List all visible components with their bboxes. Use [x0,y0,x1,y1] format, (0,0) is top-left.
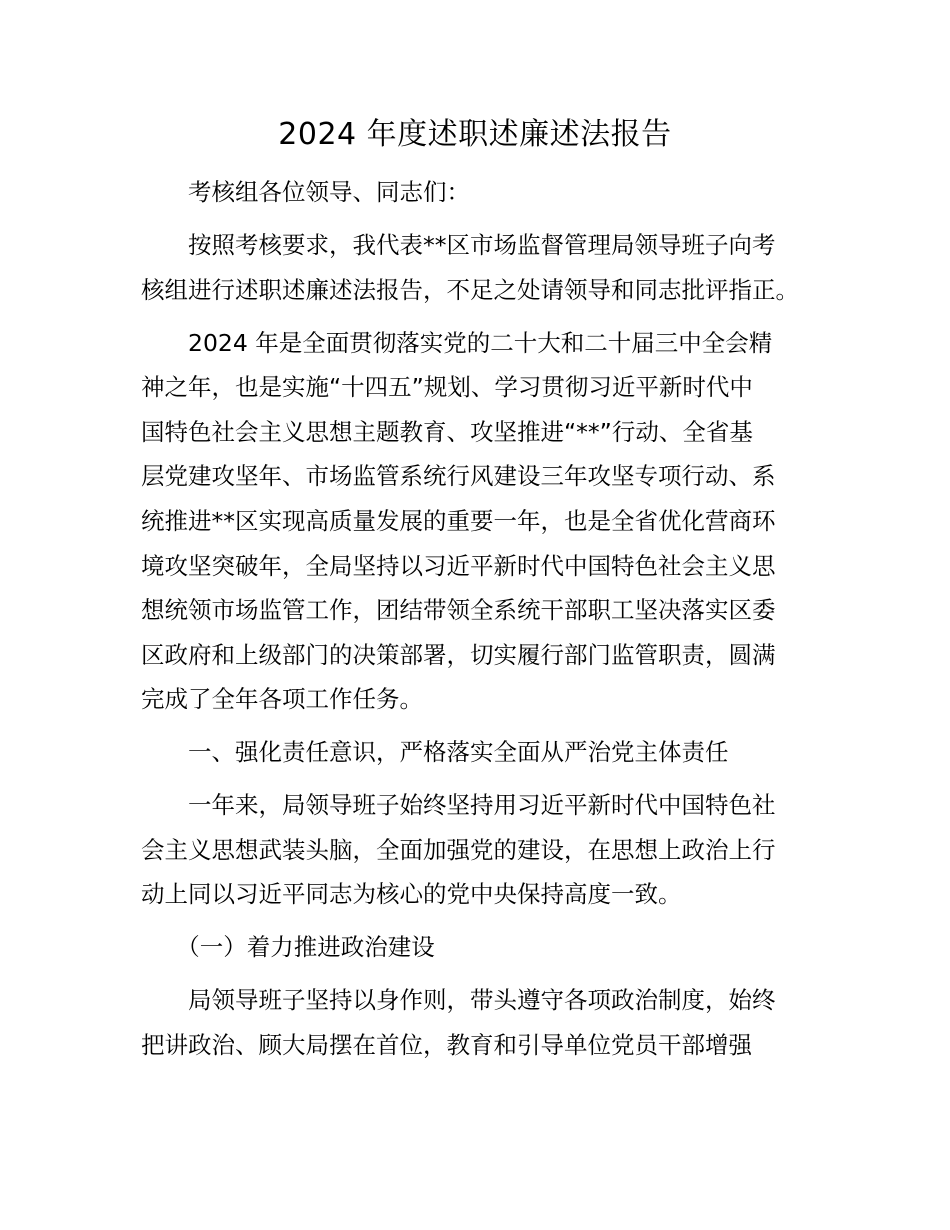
overview-line: 境攻坚突破年，全局坚持以习近平新时代中国特色社会主义思 [141,551,776,580]
subsection-line: 局领导班子坚持以身作则，带头遵守各项政治制度，始终 [188,986,776,1015]
overview-line: 想统领市场监管工作，团结带领全系统干部职工坚决落实区委 [141,596,776,625]
section-line: 一年来，局领导班子始终坚持用习近平新时代中国特色社 [188,791,776,820]
section-line: 动上同以习近平同志为核心的党中央保持高度一致。 [141,880,682,909]
overview-line: 2024 年是全面贯彻落实党的二十大和二十届三中全会精 [188,328,773,357]
salutation: 考核组各位领导、同志们： [188,178,470,206]
overview-line: 层党建攻坚年、市场监管系统行风建设三年攻坚专项行动、系 [141,462,776,491]
document-body [141,170,813,1076]
subsection-paragraph [141,978,813,1067]
overview-line: 完成了全年各项工作任务。 [141,685,423,714]
overview-line: 国特色社会主义思想主题教育、攻坚推进“**”行动、全省基 [141,417,753,446]
overview-paragraph [141,321,813,722]
intro-paragraph [141,223,813,312]
section-paragraph [141,783,813,917]
section-line: 会主义思想武装头脑，全面加强党的建设，在思想上政治上行 [141,835,776,864]
overview-line: 区政府和上级部门的决策部署，切实履行部门监管职责，圆满 [141,640,776,669]
intro-line: 核组进行述职述廉述法报告，不足之处请领导和同志批评指正。 [141,275,799,304]
document-title: 2024 年度述职述廉述法报告 [278,117,672,152]
section-heading: 一、强化责任意识，严格落实全面从严治党主体责任 [188,738,729,767]
subsection-heading: （一）着力推进政治建设 [176,933,435,962]
overview-line: 统推进**区实现高质量发展的重要一年，也是全省优化营商环 [141,506,776,535]
intro-line: 按照考核要求，我代表**区市场监督管理局领导班子向考 [188,230,776,259]
subsection-line: 把讲政治、顾大局摆在首位，教育和引导单位党员干部增强 [141,1031,752,1060]
overview-line: 神之年，也是实施“十四五”规划、学习贯彻习近平新时代中 [141,373,753,402]
